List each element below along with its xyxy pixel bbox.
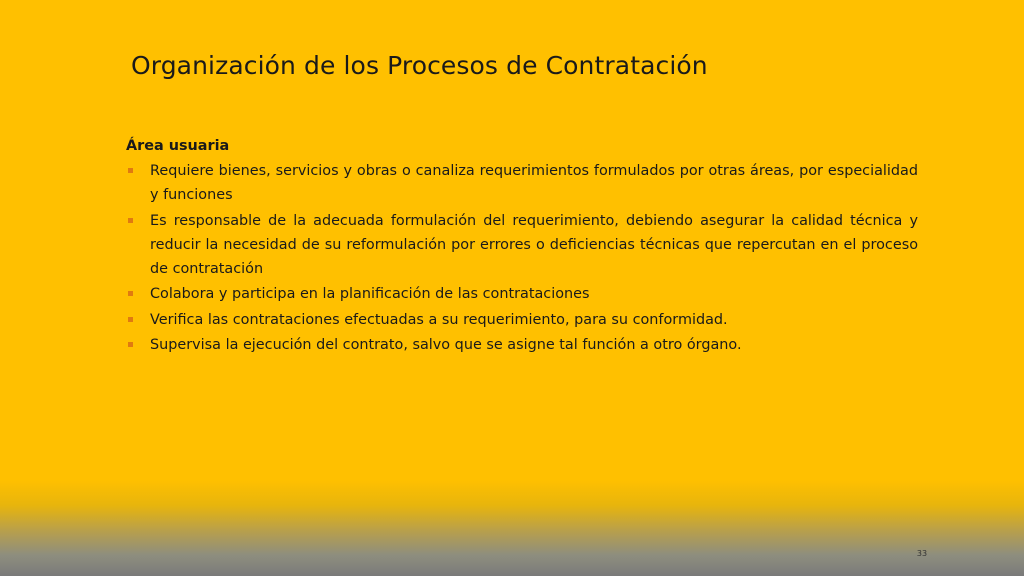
page-number: 33 <box>916 549 928 558</box>
bullet-item <box>126 333 918 357</box>
slide-content <box>126 133 918 359</box>
bullet-item <box>126 159 918 207</box>
square-bullet-icon <box>128 317 133 322</box>
bullet-item <box>126 308 918 332</box>
bullet-list <box>126 159 918 357</box>
square-bullet-icon <box>128 342 133 347</box>
bullet-text: Es responsable de la adecuada formulación del requerimiento, debiendo asegurar la calidad técnica y reducir la necesidad de su reformulación por errores o deficiencias técnicas que repercutan en el proceso de contratación <box>150 212 918 277</box>
slide-title: Organización de los Procesos de Contratación <box>131 51 708 80</box>
square-bullet-icon <box>128 291 133 296</box>
bullet-text: Verifica las contrataciones efectuadas a su requerimiento, para su conformidad. <box>150 311 728 328</box>
bullet-text: Colabora y participa en la planificación de las contrataciones <box>150 286 590 302</box>
bullet-item <box>126 209 918 281</box>
bullet-text: Supervisa la ejecución del contrato, salvo que se asigne tal función a otro órgano. <box>150 337 742 353</box>
section-subheading: Área usuaria <box>126 138 230 154</box>
square-bullet-icon <box>128 168 133 173</box>
square-bullet-icon <box>128 218 133 223</box>
bullet-item <box>126 282 918 306</box>
bullet-text: Requiere bienes, servicios y obras o canaliza requerimientos formulados por otras áreas, por especialidad y funciones <box>150 163 918 203</box>
